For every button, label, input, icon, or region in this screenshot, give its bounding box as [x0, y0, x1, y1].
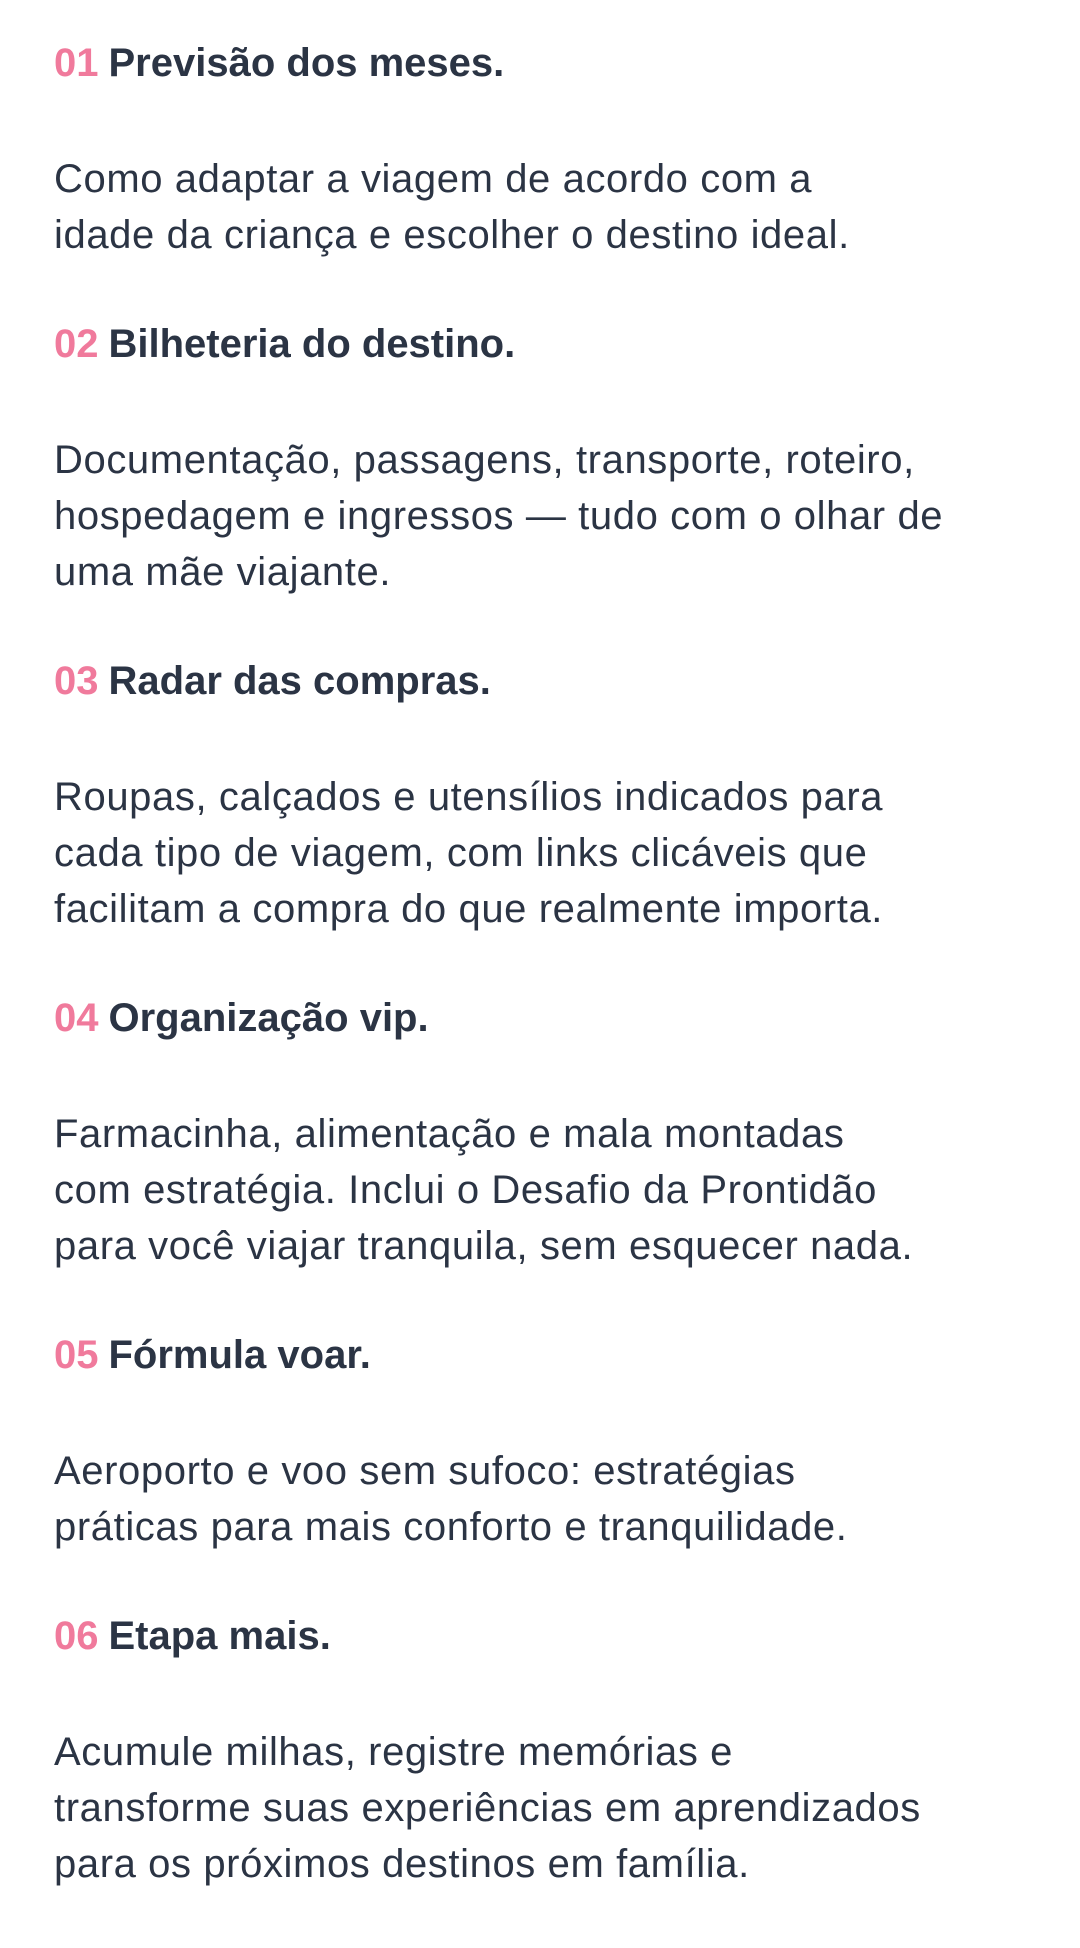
section-title: Bilheteria do destino.: [108, 322, 516, 366]
description-line: uma mãe viajante.: [54, 550, 392, 594]
section-heading: [54, 38, 1034, 88]
description-line: para os próximos destinos em família.: [54, 1842, 750, 1886]
section-description: [54, 1443, 1034, 1555]
section-02: [54, 319, 1034, 600]
content-list: [54, 38, 1034, 1948]
section-description: [54, 1106, 1034, 1274]
section-number: 05: [54, 1333, 99, 1377]
section-heading: [54, 319, 1034, 369]
section-heading: [54, 993, 1034, 1043]
description-line: Farmacinha, alimentação e mala montadas: [54, 1112, 845, 1156]
section-05: [54, 1330, 1034, 1555]
section-description: [54, 432, 1034, 600]
description-line: para você viajar tranquila, sem esquecer nada.: [54, 1224, 914, 1268]
section-description: [54, 151, 1034, 263]
description-line: hospedagem e ingressos — tudo com o olhar de: [54, 494, 944, 538]
section-description: [54, 1724, 1034, 1892]
section-title: Fórmula voar.: [108, 1333, 371, 1377]
section-06: [54, 1611, 1034, 1892]
section-number: 01: [54, 41, 99, 85]
description-line: com estratégia. Inclui o Desafio da Prontidão: [54, 1168, 877, 1212]
description-line: idade da criança e escolher o destino ideal.: [54, 213, 850, 257]
description-line: Roupas, calçados e utensílios indicados para: [54, 775, 884, 819]
section-number: 06: [54, 1614, 99, 1658]
description-line: Aeroporto e voo sem sufoco: estratégias: [54, 1449, 796, 1493]
section-title: Previsão dos meses.: [108, 41, 505, 85]
description-line: práticas para mais conforto e tranquilidade.: [54, 1505, 848, 1549]
section-title: Organização vip.: [108, 996, 429, 1040]
section-heading: [54, 656, 1034, 706]
section-03: [54, 656, 1034, 937]
description-line: cada tipo de viagem, com links clicáveis que: [54, 831, 868, 875]
section-number: 03: [54, 659, 99, 703]
section-heading: [54, 1330, 1034, 1380]
description-line: transforme suas experiências em aprendizados: [54, 1786, 921, 1830]
section-number: 02: [54, 322, 99, 366]
description-line: Documentação, passagens, transporte, roteiro,: [54, 438, 915, 482]
section-04: [54, 993, 1034, 1274]
section-number: 04: [54, 996, 99, 1040]
description-line: Acumule milhas, registre memórias e: [54, 1730, 733, 1774]
section-description: [54, 769, 1034, 937]
description-line: facilitam a compra do que realmente importa.: [54, 887, 883, 931]
section-title: Radar das compras.: [108, 659, 491, 703]
section-title: Etapa mais.: [108, 1614, 331, 1658]
description-line: Como adaptar a viagem de acordo com a: [54, 157, 813, 201]
section-heading: [54, 1611, 1034, 1661]
section-01: [54, 38, 1034, 263]
